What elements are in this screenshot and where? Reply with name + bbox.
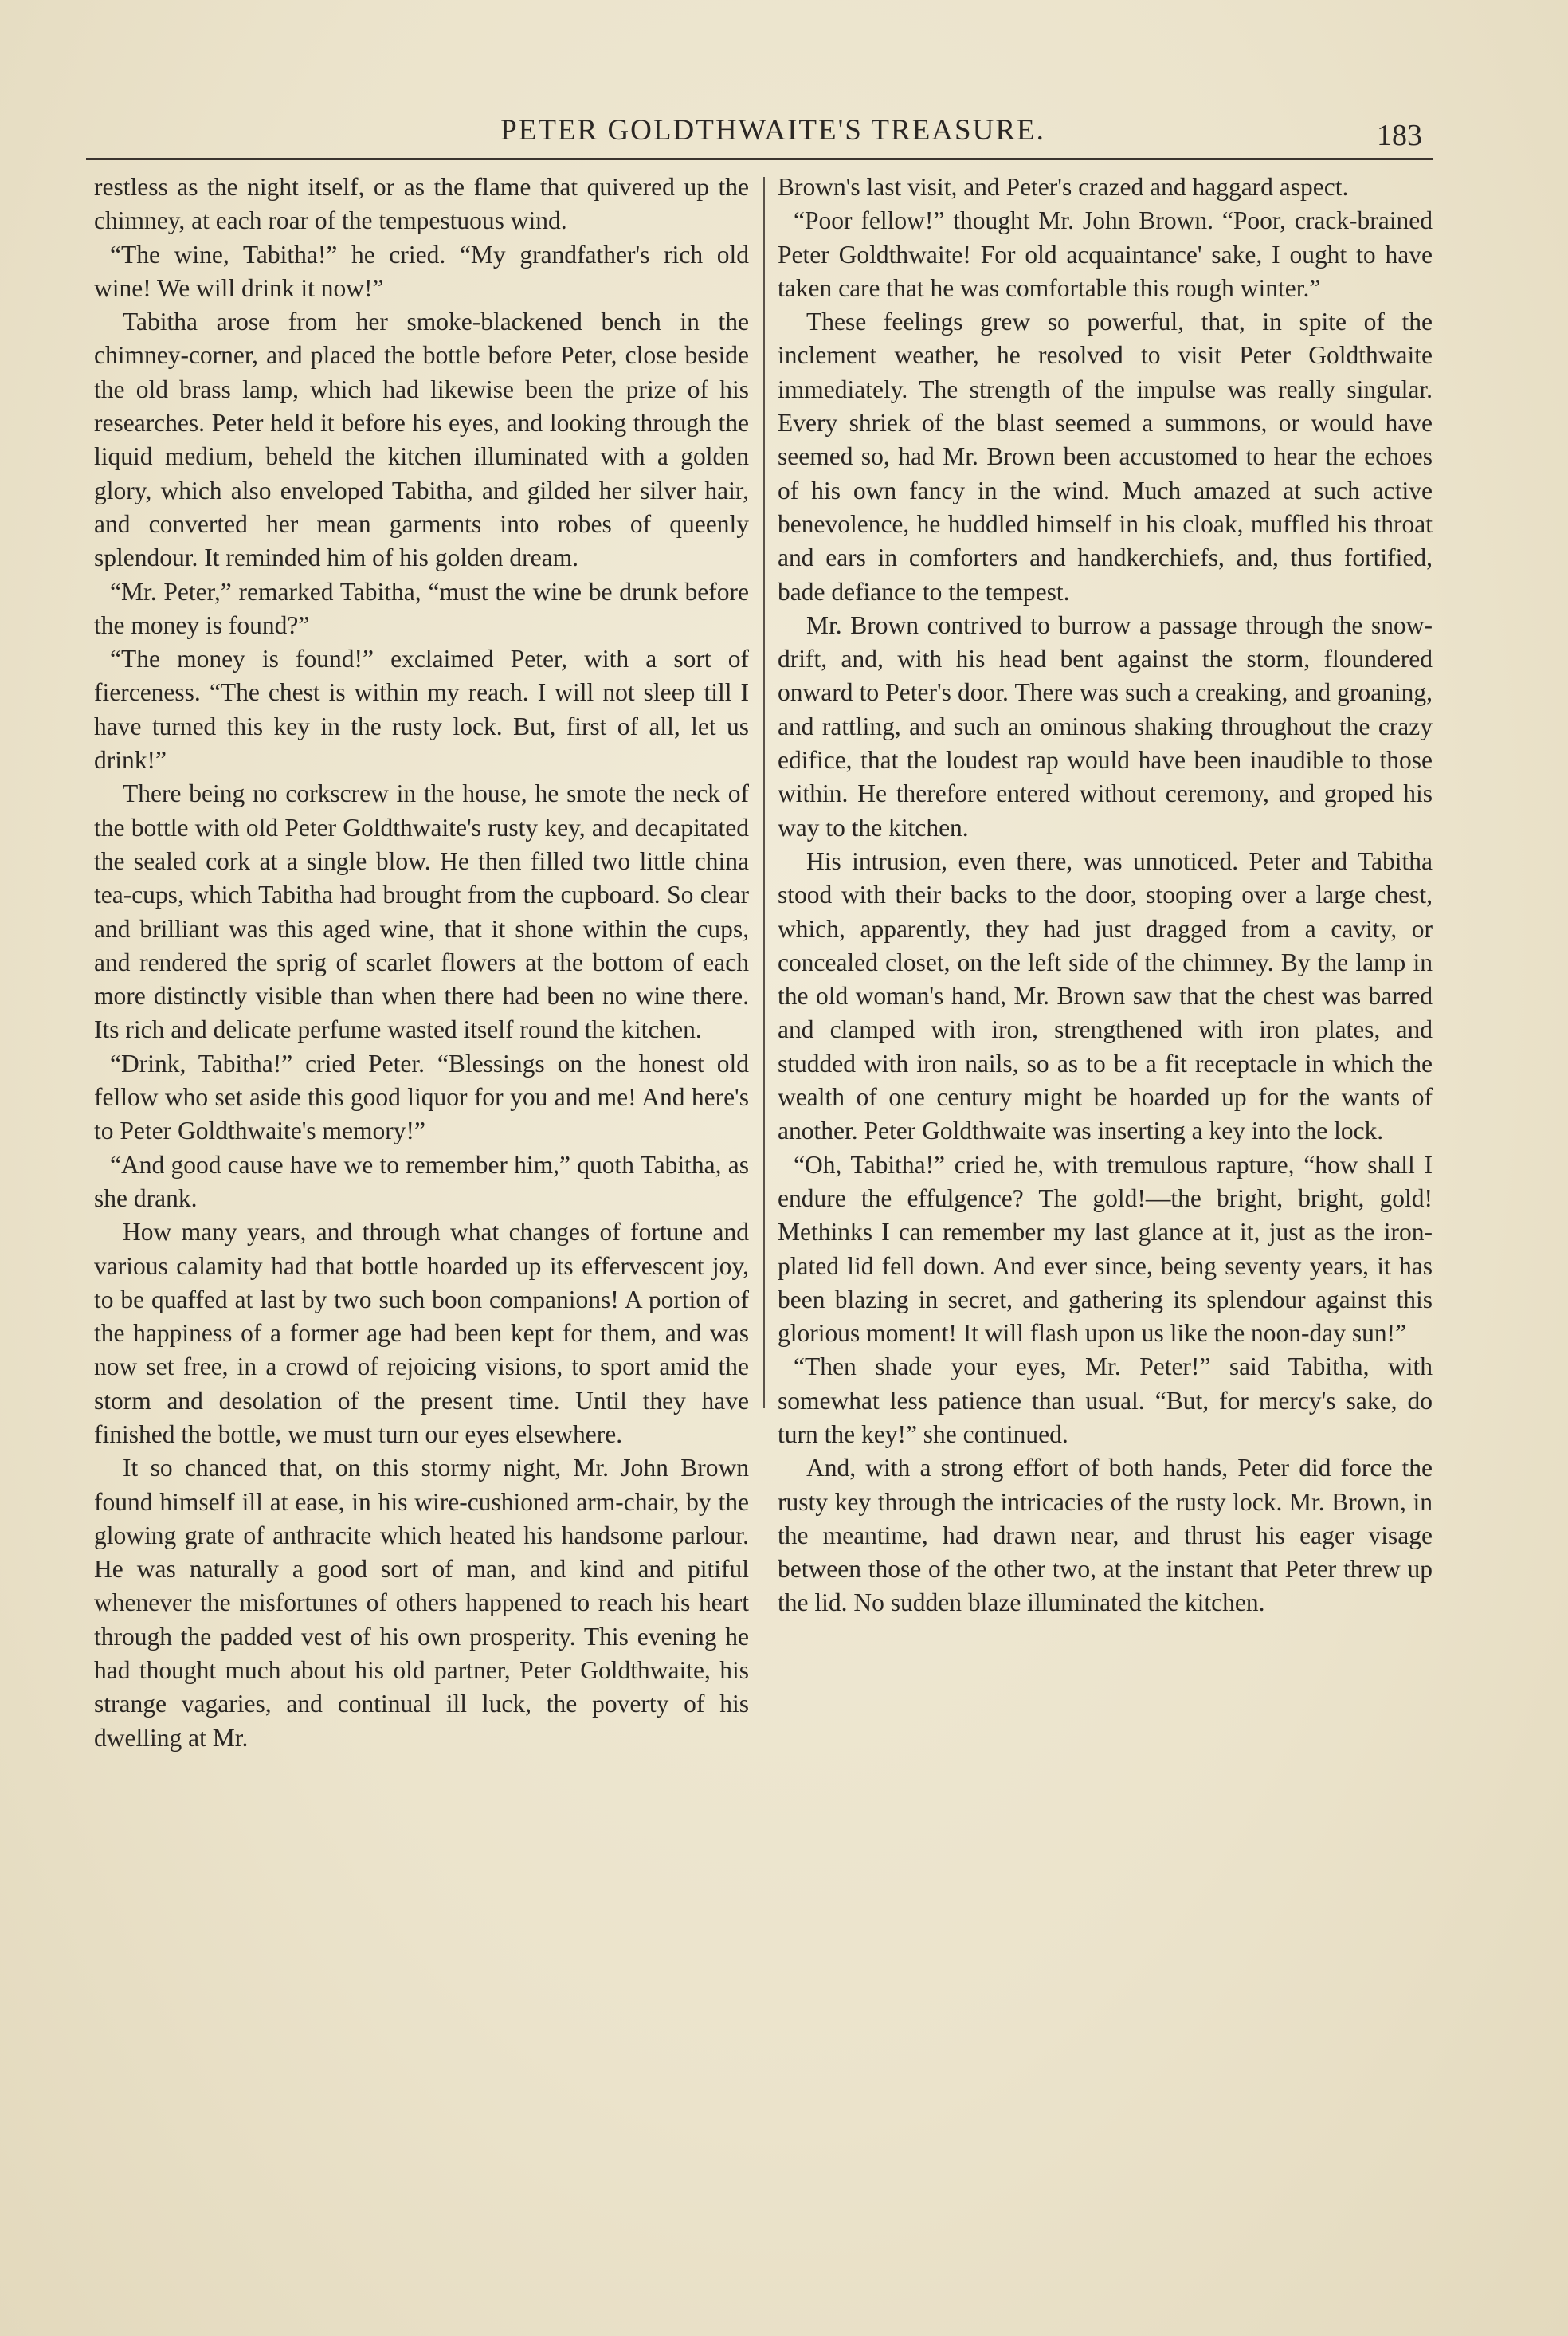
paragraph: These feelings grew so powerful, that, in spite of the inclement weather, he resolved to visit Peter Goldthwaite immediately. The strength of the impulse was really singular. Every shriek of the blast seemed a summons, or would have seemed so, had Mr. Brown been accustomed to hear the echoes of his own fancy in the wind. Much amazed at such active benevolence, he huddled himself in his cloak, muffled his throat and ears in comforters and handkerchiefs, and, thus fortified, bade defiance to the tempest. [778, 308, 1433, 606]
paragraph: “The money is found!” exclaimed Peter, with a sort of fierceness. “The chest is within my reach. I will not sleep till I have turned this key in the rusty lock. But, first of all, let us drink!” [94, 645, 749, 775]
paragraph: How many years, and through what changes of fortune and various calamity had that bottle hoarded up its effervescent joy, to be quaffed at last by two such boon companions! A portion of the happiness of a former age had been kept for them, and was now set free, in a crowd of rejoicing visions, to sport amid the storm and desolation of the present time. Until they have finished the bottle, we must turn our eyes elsewhere. [94, 1218, 749, 1448]
left-column [94, 171, 749, 1755]
paragraph: There being no corkscrew in the house, he smote the neck of the bottle with old Peter Goldthwaite's rusty key, and decapitated the sealed cork at a single blow. He then filled two little china tea-cups, which Tabitha had brought from the cupboard. So clear and brilliant was this aged wine, that it shone within the cups, and rendered the sprig of scarlet flowers at the bottom of each more distinctly visible than when there had been no wine there. Its rich and delicate perfume wasted itself round the kitchen. [94, 779, 749, 1044]
paragraph: Tabitha arose from her smoke-blackened bench in the chimney-corner, and placed the bottle before Peter, close beside the old brass lamp, which had likewise been the prize of his researches. Peter held it before his eyes, and looking through the liquid medium, beheld the kitchen illuminated with a golden glory, which also enveloped Tabitha, and gilded her silver hair, and converted her mean garments into robes of queenly splendour. It reminded him of his golden dream. [94, 308, 749, 572]
running-title: PETER GOLDTHWAITE'S TREASURE. [500, 114, 1045, 147]
right-column [778, 171, 1433, 1620]
paragraph: “Then shade your eyes, Mr. Peter!” said Tabitha, with somewhat less patience than usual. “But, for mercy's sake, do turn the key!” she continued. [778, 1353, 1433, 1448]
header-rule [86, 158, 1433, 160]
paragraph: “Poor fellow!” thought Mr. John Brown. “Poor, crack-brained Peter Goldthwaite! For old acquaintance' sake, I ought to have taken care that he was comfortable this rough winter.” [778, 206, 1433, 302]
paragraph: His intrusion, even there, was unnoticed. Peter and Tabitha stood with their backs to the door, stooping over a large chest, which, apparently, they had just dragged from a cavity, or concealed closet, on the left side of the chimney. By the lamp in the old woman's hand, Mr. Brown saw that the chest was barred and clamped with iron, strengthened with iron plates, and studded with iron nails, so as to be a fit receptacle in which the wealth of one century might be hoarded up for the wants of another. Peter Goldthwaite was inserting a key into the lock. [778, 846, 1433, 1145]
paragraph: restless as the night itself, or as the flame that quivered up the chimney, at each roar of the tempestuous wind. [94, 173, 749, 235]
paragraph: “The wine, Tabitha!” he cried. “My grandfather's rich old wine! We will drink it now!” [94, 240, 749, 302]
paragraph: It so chanced that, on this stormy night, Mr. John Brown found himself ill at ease, in his wire-cushioned arm-chair, by the glowing grate of anthracite which heated his handsome parlour. He was naturally a good sort of man, and kind and pitiful whenever the misfortunes of others happened to reach his heart through the padded vest of his own prosperity. This evening he had thought much about his old partner, Peter Goldthwaite, his strange vagaries, and continual ill luck, the poverty of his dwelling at Mr. [94, 1454, 749, 1752]
paragraph: “And good cause have we to remember him,” quoth Tabitha, as she drank. [94, 1150, 749, 1212]
paragraph: And, with a strong effort of both hands, Peter did force the rusty key through the intricacies of the rusty lock. Mr. Brown, in the meantime, had drawn near, and thrust his eager visage between those of the other two, at the instant that Peter threw up the lid. No sudden blaze illuminated the kitchen. [778, 1454, 1433, 1617]
paragraph: Mr. Brown contrived to burrow a passage through the snow-drift, and, with his head bent against the storm, floundered onward to Peter's door. There was such a creaking, and groaning, and rattling, and such an ominous shaking throughout the crazy edifice, that the loudest rap would have been inaudible to those within. He therefore entered without ceremony, and groped his way to the kitchen. [778, 611, 1433, 842]
paragraph: “Oh, Tabitha!” cried he, with tremulous rapture, “how shall I endure the effulgence? The gold!—the bright, bright, gold! Methinks I can remember my last glance at it, just as the iron-plated lid fell down. And ever since, being seventy years, it has been blazing in secret, and gathering its splendour against this glorious moment! It will flash upon us like the noon-day sun!” [778, 1150, 1433, 1348]
paragraph: “Drink, Tabitha!” cried Peter. “Blessings on the honest old fellow who set aside this good liquor for you and me! And here's to Peter Goldthwaite's memory!” [94, 1049, 749, 1145]
paragraph: “Mr. Peter,” remarked Tabitha, “must the wine be drunk before the money is found?” [94, 577, 749, 639]
page-number: 183 [1377, 119, 1422, 152]
column-divider [763, 177, 765, 1408]
paragraph: Brown's last visit, and Peter's crazed and haggard aspect. [778, 173, 1349, 201]
